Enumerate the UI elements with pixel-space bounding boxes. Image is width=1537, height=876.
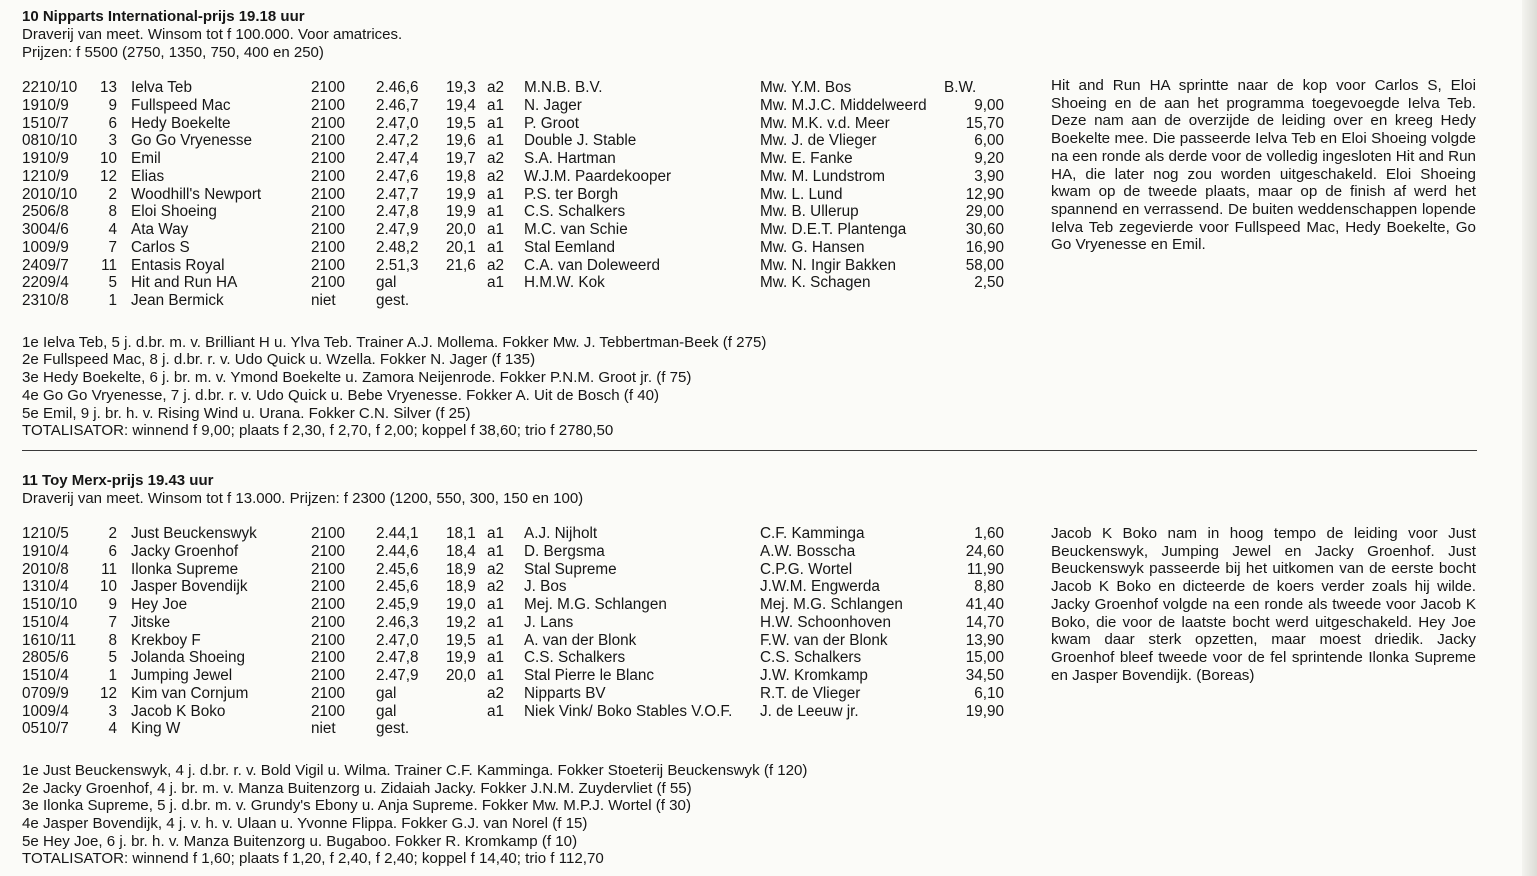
race-report: Jacob K Boko nam in hoog tempo de leiding voor Just Beuckenswyk, Jumping Jewel en Jacky Groenhof. Just Beuckenswyk passeerde bij het uitkomen van de eerste bocht Jacob K Boko en dicteerde de koers verder zoals hij wilde. Jacky Groenhof volgde na een ronde als tweede voor Jacob K Boko, die voor de laatste bocht werd uitgeschakeld. Hey Joe kwam daar sterk opzetten, maar moest driedik. Jacky Groenhof bleef tweede voor de fel sprintende Ilonka Supreme en Jasper Bovendijk. (Boreas): [1051, 525, 1476, 684]
table-row: [22, 292, 1522, 310]
result-line: 3e Ilonka Supreme, 5 j. d.br. m. v. Grundy's Ebony u. Anja Supreme. Fokker Mw. M.P.J. Wortel (f 30): [22, 797, 691, 815]
rider: H.M.W. Kok: [524, 274, 605, 292]
rider: W.J.M. Paardekooper: [524, 167, 672, 185]
race-title: 11 Toy Merx-prijs 19.43 uur: [22, 472, 214, 489]
distance: 2100: [311, 132, 346, 150]
start-type: a1: [487, 613, 505, 631]
table-row: [22, 720, 1522, 738]
start-type: a1: [487, 114, 505, 132]
rider: C.S. Schalkers: [524, 203, 626, 221]
finish-time: 2.45,6: [376, 560, 419, 578]
km-time: 19,5: [446, 631, 476, 649]
distance: 2100: [311, 667, 346, 684]
date: 1210/9: [22, 167, 69, 185]
finish-time: gal: [376, 702, 397, 720]
start-type: a1: [487, 185, 505, 203]
km-time: 19,0: [446, 596, 476, 613]
date: 2310/8: [22, 292, 69, 309]
km-time: 21,6: [446, 256, 476, 274]
distance: 2100: [311, 96, 346, 114]
date: 2506/8: [22, 203, 69, 221]
horse-name: Jitske: [131, 613, 171, 631]
start-number: 1: [108, 667, 117, 684]
odds: 2,50: [974, 274, 1004, 292]
start-type: a1: [487, 631, 505, 649]
date: 1310/4: [22, 578, 69, 596]
start-type: a1: [487, 274, 505, 292]
race-10-section: [22, 8, 1522, 440]
result-line: 5e Emil, 9 j. br. h. v. Rising Wind u. Urana. Fokker C.N. Silver (f 25): [22, 404, 471, 422]
rider: Double J. Stable: [524, 132, 637, 150]
horse-name: Hey Joe: [131, 596, 188, 613]
km-time: 19,5: [446, 114, 476, 132]
start-type: a1: [487, 702, 505, 720]
totalisator-line: TOTALISATOR: winnend f 1,60; plaats f 1,20, f 2,40, f 2,40; koppel f 14,40; trio f 112,70: [22, 850, 604, 868]
horse-name: Carlos S: [131, 238, 190, 256]
finish-time: 2.46,6: [376, 79, 419, 96]
owner: A.W. Bosscha: [760, 542, 856, 560]
start-number: 12: [99, 684, 117, 702]
date: 2409/7: [22, 256, 69, 274]
start-type: a2: [487, 256, 505, 274]
km-time: 18,9: [446, 560, 476, 578]
date: 1510/4: [22, 613, 69, 631]
owner: F.W. van der Blonk: [760, 631, 888, 649]
date: 1009/4: [22, 702, 69, 720]
distance: 2100: [311, 150, 346, 167]
km-time: 20,1: [446, 238, 476, 256]
start-type: a2: [487, 578, 505, 596]
race-title: 10 Nipparts International-prijs 19.18 uur: [22, 8, 305, 25]
owner: Mw. D.E.T. Plantenga: [760, 221, 907, 238]
km-time: 19,4: [446, 96, 476, 114]
finish-time: gal: [376, 684, 397, 702]
date: 1910/9: [22, 96, 69, 114]
date: 0709/9: [22, 684, 69, 702]
results-block: [22, 762, 1522, 868]
distance: 2100: [311, 79, 346, 96]
distance: niet: [311, 292, 336, 309]
start-type: a2: [487, 79, 505, 96]
finish-time: 2.47,8: [376, 203, 419, 221]
date: 1210/5: [22, 525, 69, 542]
results-block: [22, 334, 1522, 440]
finish-time: 2.51,3: [376, 256, 419, 274]
start-type: a1: [487, 649, 505, 667]
start-number: 8: [108, 203, 117, 221]
finish-time: 2.46,7: [376, 96, 419, 114]
km-time: 19,2: [446, 613, 476, 631]
horse-name: Emil: [131, 150, 161, 167]
owner: Mej. M.G. Schlangen: [760, 596, 903, 613]
odds: 58,00: [965, 256, 1004, 274]
rider: Mej. M.G. Schlangen: [524, 596, 667, 613]
start-number: 9: [108, 596, 117, 613]
rider: J. Lans: [524, 613, 574, 631]
distance: 2100: [311, 684, 346, 702]
result-line: 2e Fullspeed Mac, 8 j. d.br. r. v. Udo Quick u. Wzella. Fokker N. Jager (f 135): [22, 351, 536, 369]
finish-time: 2.47,6: [376, 167, 419, 185]
odds: 3,90: [974, 167, 1004, 185]
distance: 2100: [311, 560, 346, 578]
odds: 30,60: [965, 221, 1004, 238]
rider: D. Bergsma: [524, 542, 605, 560]
result-line: 4e Go Go Vryenesse, 7 j. d.br. r. v. Udo Quick u. Bebe Vryenesse. Fokker A. Uit de Bosch (f 40): [22, 386, 660, 404]
start-number: 8: [108, 631, 117, 649]
start-number: 5: [108, 274, 117, 292]
horse-name: Jacky Groenhof: [131, 542, 239, 560]
date: 2209/4: [22, 274, 69, 292]
owner: Mw. G. Hansen: [760, 238, 865, 256]
distance: 2100: [311, 167, 346, 185]
horse-name: Hit and Run HA: [131, 274, 238, 292]
horse-name: Entasis Royal: [131, 256, 225, 274]
rider: M.N.B. B.V.: [524, 79, 603, 96]
date: 2210/10: [22, 79, 78, 96]
finish-time: 2.44,6: [376, 542, 419, 560]
finish-time: 2.47,9: [376, 667, 419, 684]
distance: 2100: [311, 256, 346, 274]
start-number: 6: [108, 542, 117, 560]
distance: 2100: [311, 525, 346, 542]
horse-name: Eloi Shoeing: [131, 203, 217, 221]
start-type: a1: [487, 132, 505, 150]
distance: 2100: [311, 613, 346, 631]
owner: C.P.G. Wortel: [760, 560, 853, 578]
rider: Stal Supreme: [524, 560, 617, 578]
start-number: 6: [108, 114, 117, 132]
finish-time: 2.45,9: [376, 596, 419, 613]
result-line: 1e Just Beuckenswyk, 4 j. d.br. r. v. Bold Vigil u. Wilma. Trainer C.F. Kamminga. Fokker Stoeterij Beuckenswyk (f 120): [22, 762, 808, 779]
date: 2805/6: [22, 649, 69, 667]
result-line: 1e Ielva Teb, 5 j. d.br. m. v. Brilliant H u. Ylva Teb. Trainer A.J. Mollema. Fokker Mw. J. Tebbertman-Beek (f 275): [22, 333, 767, 351]
start-number: 1: [108, 292, 117, 309]
finish-time: gal: [376, 274, 397, 292]
distance: 2100: [311, 596, 346, 613]
rider: S.A. Hartman: [524, 150, 616, 167]
distance: 2100: [311, 203, 346, 221]
horse-name: Hedy Boekelte: [131, 114, 231, 132]
horse-name: Krekboy F: [131, 631, 201, 649]
odds: 24,60: [965, 542, 1004, 560]
start-number: 3: [108, 132, 117, 150]
odds: 6,10: [974, 684, 1004, 702]
finish-time: 2.46,3: [376, 613, 419, 631]
date: 1910/9: [22, 150, 69, 167]
finish-time: 2.47,9: [376, 221, 419, 238]
owner: J.W.M. Engwerda: [760, 578, 880, 596]
start-type: a2: [487, 684, 505, 702]
start-number: 9: [108, 96, 117, 114]
section-divider: [22, 450, 1477, 451]
owner: H.W. Schoonhoven: [760, 613, 891, 631]
rider: P. Groot: [524, 114, 579, 132]
race-conditions: Draverij van meet. Winsom tot f 13.000. Prijzen: f 2300 (1200, 550, 300, 150 en 100): [22, 490, 584, 507]
date: 2010/10: [22, 185, 78, 203]
odds: 16,90: [965, 238, 1004, 256]
horse-name: Go Go Vryenesse: [131, 132, 253, 150]
odds: 11,90: [966, 560, 1004, 578]
owner: J.W. Kromkamp: [760, 667, 868, 684]
start-type: a1: [487, 96, 505, 114]
table-row: [22, 274, 1522, 292]
start-number: 10: [99, 578, 117, 596]
owner: Mw. N. Ingir Bakken: [760, 256, 897, 274]
result-line: 4e Jasper Bovendijk, 4 j. v. h. v. Ulaan u. Yvonne Flippa. Fokker G.J. van Norel (f 15): [22, 815, 588, 833]
horse-name: Ielva Teb: [131, 79, 192, 96]
rider: Niek Vink/ Boko Stables V.O.F.: [524, 702, 733, 720]
table-row: [22, 257, 1522, 275]
distance: 2100: [311, 238, 346, 256]
result-line: 3e Hedy Boekelte, 6 j. br. m. v. Ymond Boekelte u. Zamora Neijenrode. Fokker P.N.M. Groot jr. (f 75): [22, 369, 692, 387]
owner: Mw. M. Lundstrom: [760, 167, 885, 185]
horse-name: Jean Bermick: [131, 292, 224, 309]
km-time: 19,9: [446, 203, 476, 221]
odds: 9,00: [974, 96, 1004, 114]
finish-time: 2.47,0: [376, 114, 419, 132]
rider: Stal Eemland: [524, 238, 615, 256]
finish-time: gest.: [376, 292, 410, 309]
owner: R.T. de Vlieger: [760, 684, 861, 702]
start-number: 4: [108, 720, 117, 738]
start-number: 11: [101, 256, 117, 274]
start-number: 3: [108, 702, 117, 720]
km-time: 18,1: [446, 525, 476, 542]
start-type: a1: [487, 542, 505, 560]
owner: Mw. Y.M. Bos: [760, 79, 852, 96]
owner: C.F. Kamminga: [760, 525, 865, 542]
race-prizes: Prijzen: f 5500 (2750, 1350, 750, 400 en 250): [22, 44, 324, 61]
km-time: 18,9: [446, 578, 476, 596]
race-report: Hit and Run HA sprintte naar de kop voor Carlos S, Eloi Shoeing en de aan het programma toegevoegde Ielva Teb. Deze nam aan de overzijde de leiding over en kreeg Hedy Boekelte mee. Die passeerde Ielva Teb en Eloi Shoeing volgde na een ronde als derde voor de volledig ingesloten Hit and Run HA, die later nog zou worden uitgeschakeld. Eloi Shoeing kwam op de tweede plaats, maar op de finish af werd het spannend en verrassend. De buiten weddenschappen lopende Ielva Teb zegevierde voor Fullspeed Mac, Hedy Boekelte, Go Go Vryenesse en Emil.: [1051, 77, 1476, 254]
horse-name: Jumping Jewel: [131, 667, 233, 684]
finish-time: 2.47,4: [376, 150, 419, 167]
odds: 41,40: [965, 596, 1004, 613]
start-type: a2: [487, 150, 505, 167]
finish-time: 2.47,2: [376, 132, 419, 150]
horse-name: Jasper Bovendijk: [131, 578, 248, 596]
owner: Mw. J. de Vlieger: [760, 132, 877, 150]
rider: C.S. Schalkers: [524, 649, 626, 667]
start-type: a2: [487, 560, 505, 578]
date: 1510/7: [22, 114, 69, 132]
distance: 2100: [311, 649, 346, 667]
distance: 2100: [311, 114, 346, 132]
horse-name: Ilonka Supreme: [131, 560, 239, 578]
date: 2010/8: [22, 560, 69, 578]
owner: Mw. K. Schagen: [760, 274, 871, 292]
start-number: 12: [99, 167, 117, 185]
owner: Mw. B. Ullerup: [760, 203, 859, 221]
distance: 2100: [311, 221, 346, 238]
rider: N. Jager: [524, 96, 582, 114]
km-time: 19,9: [446, 185, 476, 203]
table-row: [22, 685, 1522, 703]
start-number: 13: [99, 79, 117, 96]
owner: Mw. M.K. v.d. Meer: [760, 114, 890, 132]
km-time: 20,0: [446, 221, 476, 238]
finish-time: 2.47,0: [376, 631, 419, 649]
horse-name: Kim van Cornjum: [131, 684, 249, 702]
odds: 29,00: [965, 203, 1004, 221]
result-line: 2e Jacky Groenhof, 4 j. br. m. v. Manza Buitenzorg u. Zidaiah Jacky. Fokker J.N.M. Zuydervliet (f 55): [22, 779, 692, 797]
note: B.W.: [944, 79, 977, 96]
totalisator-line: TOTALISATOR: winnend f 9,00; plaats f 2,30, f 2,70, f 2,00; koppel f 38,60; trio f 2780,50: [22, 422, 614, 440]
owner: J. de Leeuw jr.: [760, 702, 859, 720]
result-line: 5e Hey Joe, 6 j. br. h. v. Manza Buitenzorg u. Bugaboo. Fokker R. Kromkamp (f 10): [22, 832, 578, 850]
start-number: 5: [108, 649, 117, 667]
distance: 2100: [311, 702, 346, 720]
odds: 12,90: [965, 185, 1004, 203]
horse-name: Jacob K Boko: [131, 702, 226, 720]
finish-time: 2.45,6: [376, 578, 419, 596]
rider: Stal Pierre le Blanc: [524, 667, 655, 684]
rider: J. Bos: [524, 578, 567, 596]
date: 1510/4: [22, 667, 69, 684]
date: 1009/9: [22, 238, 69, 256]
finish-time: 2.47,8: [376, 649, 419, 667]
start-type: a1: [487, 238, 505, 256]
odds: 15,70: [965, 114, 1004, 132]
start-number: 2: [108, 185, 117, 203]
date: 0510/7: [22, 720, 69, 738]
km-time: 18,4: [446, 542, 476, 560]
start-type: a1: [487, 667, 505, 684]
horse-name: King W: [131, 720, 181, 738]
odds: 6,00: [974, 132, 1004, 150]
horse-name: Just Beuckenswyk: [131, 525, 257, 542]
start-number: 7: [108, 238, 117, 256]
finish-time: gest.: [376, 720, 410, 738]
odds: 19,90: [965, 702, 1004, 720]
owner: Mw. E. Fanke: [760, 150, 853, 167]
start-type: a1: [487, 203, 505, 221]
race-11-section: [22, 472, 1522, 868]
start-number: 10: [99, 150, 117, 167]
date: 1910/4: [22, 542, 69, 560]
distance: 2100: [311, 578, 346, 596]
distance: niet: [311, 720, 336, 738]
owner: Mw. L. Lund: [760, 185, 843, 203]
start-type: a2: [487, 167, 505, 185]
rider: Nipparts BV: [524, 684, 606, 702]
start-number: 2: [108, 525, 117, 542]
rider: C.A. van Doleweerd: [524, 256, 661, 274]
odds: 34,50: [965, 667, 1004, 684]
horse-name: Fullspeed Mac: [131, 96, 231, 114]
rider: M.C. van Schie: [524, 221, 628, 238]
race-conditions: Draverij van meet. Winsom tot f 100.000. Voor amatrices.: [22, 26, 403, 43]
km-time: 20,0: [446, 667, 476, 684]
date: 1610/11: [22, 631, 77, 649]
distance: 2100: [311, 542, 346, 560]
start-type: a1: [487, 525, 505, 542]
km-time: 19,7: [446, 150, 476, 167]
owner: C.S. Schalkers: [760, 649, 862, 667]
date: 0810/10: [22, 132, 78, 150]
rider: A. van der Blonk: [524, 631, 637, 649]
odds: 1,60: [974, 525, 1004, 542]
rider: P.S. ter Borgh: [524, 185, 619, 203]
date: 1510/10: [22, 596, 78, 613]
distance: 2100: [311, 274, 346, 292]
owner: Mw. M.J.C. Middelweerd: [760, 96, 927, 114]
finish-time: 2.44,1: [376, 525, 419, 542]
date: 3004/6: [22, 221, 69, 238]
km-time: 19,8: [446, 167, 476, 185]
scan-edge-shadow: [1522, 0, 1537, 876]
odds: 15,00: [965, 649, 1004, 667]
finish-time: 2.48,2: [376, 238, 419, 256]
odds: 9,20: [974, 150, 1004, 167]
finish-time: 2.47,7: [376, 185, 419, 203]
horse-name: Ata Way: [131, 221, 189, 238]
start-number: 4: [108, 221, 117, 238]
horse-name: Elias: [131, 167, 165, 185]
odds: 14,70: [965, 613, 1004, 631]
distance: 2100: [311, 185, 346, 203]
start-type: a1: [487, 596, 505, 613]
start-type: a1: [487, 221, 505, 238]
odds: 8,80: [974, 578, 1004, 596]
odds: 13,90: [965, 631, 1004, 649]
horse-name: Jolanda Shoeing: [131, 649, 245, 667]
km-time: 19,9: [446, 649, 476, 667]
start-number: 11: [101, 560, 117, 578]
horse-name: Woodhill's Newport: [131, 185, 262, 203]
table-row: [22, 703, 1522, 721]
distance: 2100: [311, 631, 346, 649]
km-time: 19,6: [446, 132, 476, 150]
rider: A.J. Nijholt: [524, 525, 598, 542]
start-number: 7: [108, 613, 117, 631]
km-time: 19,3: [446, 79, 476, 96]
